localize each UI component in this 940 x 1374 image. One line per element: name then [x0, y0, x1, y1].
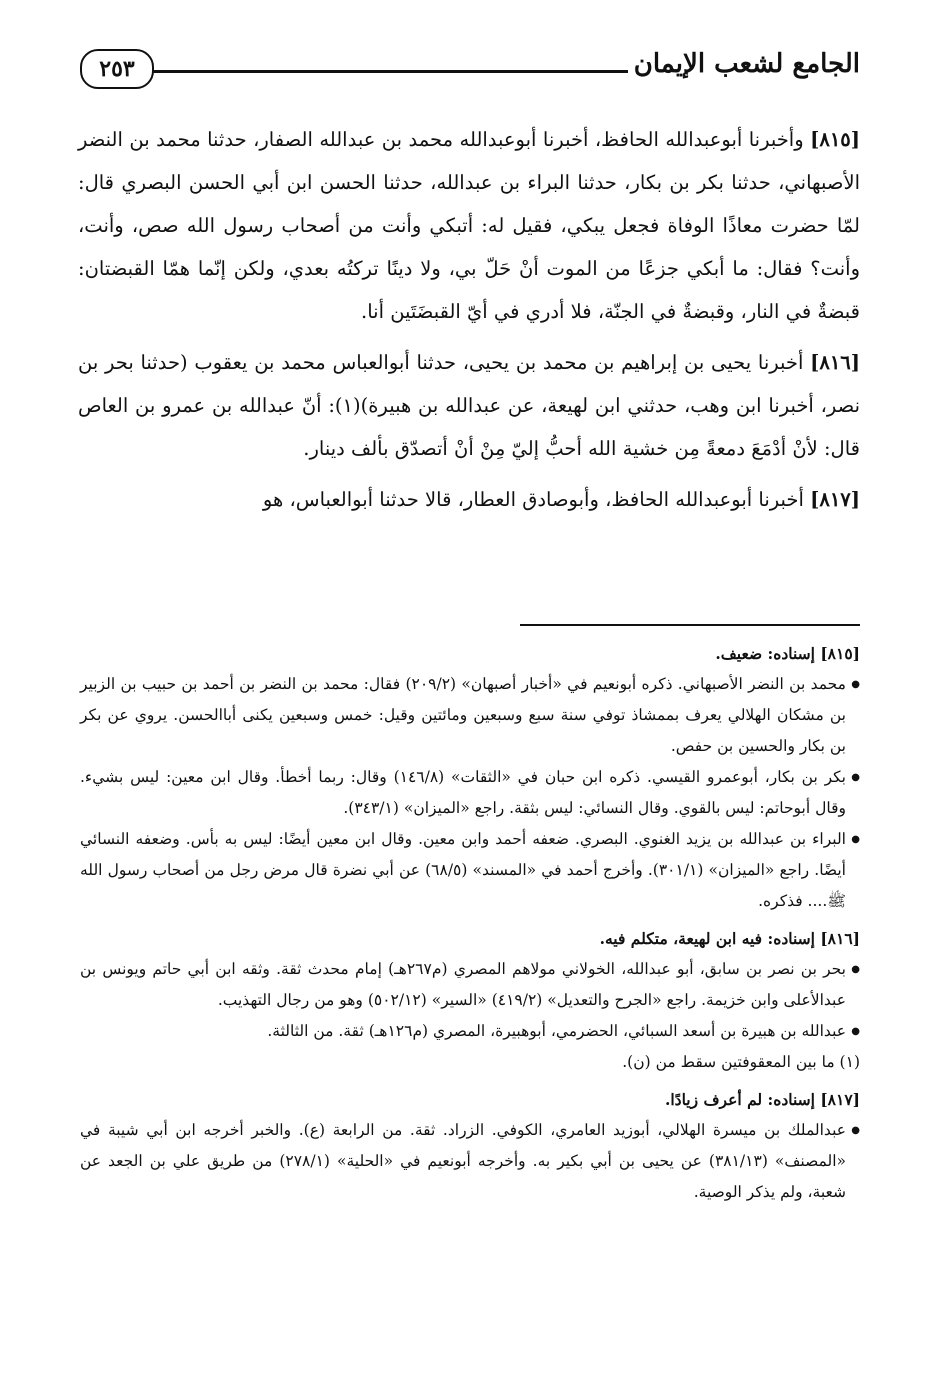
footnote-bullet: ● بحر بن نصر بن سابق، أبو عبدالله، الخولاني مولاهم المصري (م٢٦٧هـ) إمام محدث ثقة. وثقه ابن أبي حاتم ويونس بن عبدالأعلى وابن خزيمة. راجع «الجرح والتعديل» (٤١٩/٢) «السير» (٥٠٢/١٢) وهو من رجال التهذيب. — [80, 954, 860, 1016]
hadith-text: أخبرنا يحيى بن إبراهيم بن محمد بن يحيى، حدثنا أبوالعباس محمد بن يعقوب (حدثنا بحر بن نصر، أخبرنا ابن وهب، حدثني ابن لهيعة، عن عبدالله بن هبيرة)(١): أنّ عبدالله بن عمرو بن العاص قال: لأنْ أدْمَعَ دمعةً مِن خشية الله أحبُّ إليّ مِنْ أنْ أتصدّق بألف دينار. — [78, 351, 860, 460]
hadith-text: وأخبرنا أبوعبدالله الحافظ، أخبرنا أبوعبدالله محمد بن عبدالله الصفار، حدثنا محمد بن النضر الأصبهاني، حدثنا بكر بن بكار، حدثنا البراء بن عبدالله، حدثنا الحسن ابن أبي الحسن البصري قال: لمّا حضرت معاذًا الوفاة فجعل يبكي، فقيل له: أتبكي وأنت من أصحاب رسول الله صص، وأنت، وأنت؟ فقال: ما أبكي جزعًا من الموت أنْ حَلّ بي، ولا دينًا تركتُه بعدي، ولكن إنّما همّا القبضتان: قبضةٌ في النار، وقبضةٌ في الجنّة، فلا أدري في أيّ القبضَتَين أنا. — [78, 128, 860, 323]
hadith-817 — [78, 478, 860, 521]
footnote-bullet: ● البراء بن عبدالله بن يزيد الغنوي. البصري. ضعفه أحمد وابن معين. وقال ابن معين أيضًا: ليس به بأس. وضعفه النسائي أيضًا. راجع «الميزان» (٣٠١/١). وأخرج أحمد في «المسند» (٦٨/٥) عن أبي نضرة قال مرض رجل من أصحاب رسول الله ﷺ.... فذكره. — [80, 824, 860, 917]
footnote-separator — [520, 624, 860, 626]
footnote-heading-816: [٨١٦] إسناده: فيه ابن لهيعة، متكلم فيه. — [599, 929, 860, 948]
footnote-bullet: ● محمد بن النضر الأصبهاني. ذكره أبونعيم في «أخبار أصبهان» (٢٠٩/٢) فقال: محمد بن النضر بن أحمد بن حبيب بن الزبير بن مشكان الهلالي يعرف بممشاذ توفي سنة سبع وسبعين ومائتين وقيل: خمس وسبعين يكنى أباالحسن. يروي عن بكر بن بكار والحسين بن حفص. — [80, 669, 860, 762]
footnotes — [80, 638, 860, 1208]
footnote-editorial: (١) ما بين المعقوفتين سقط من (ن). — [622, 1053, 860, 1071]
running-title: الجامع لشعب الإيمان — [633, 49, 860, 79]
footnote-heading-817: [٨١٧] إسناده: لم أعرف زيادًا. — [664, 1090, 860, 1109]
page-number-badge: ٢٥٣ — [80, 49, 154, 89]
footnote-bullet: ● عبدالله بن هبيرة بن أسعد السبائي، الحضرمي، أبوهبيرة، المصري (م١٢٦هـ) ثقة. من الثالثة. — [80, 1016, 860, 1047]
hadith-text: أخبرنا أبوعبدالله الحافظ، وأبوصادق العطار، قالا حدثنا أبوالعباس، هو — [262, 488, 811, 511]
footnote-bullet: ● بكر بن بكار، أبوعمرو القيسي. ذكره ابن حبان في «الثقات» (١٤٦/٨) وقال: ربما أخطأ. وقال ابن معين: ليس بشيء. وقال أبوحاتم: ليس بالقوي. وقال النسائي: ليس بثقة. راجع «الميزان» (٣٤٣/١). — [80, 762, 860, 824]
hadith-815 — [78, 118, 860, 333]
hadith-816 — [78, 341, 860, 470]
footnote-bullet: ● عبدالملك بن ميسرة الهلالي، أبوزيد العامري، الكوفي. الزراد. ثقة. من الرابعة (ع). والخبر أخرجه ابن أبي شيبة في «المصنف» (٣٨١/١٣) عن يحيى بن أبي بكير به. وأخرجه أبونعيم في «الحلية» (٢٧٨/١) من طريق علي بن الجعد عن شعبة، ولم يذكر الوصية. — [80, 1115, 860, 1208]
hadith-number: [٨١٥] — [810, 128, 860, 151]
page-header — [80, 45, 860, 95]
header-rule — [142, 70, 628, 73]
hadith-number: [٨١٦] — [810, 351, 860, 374]
hadith-number: [٨١٧] — [810, 488, 860, 511]
main-text — [78, 118, 860, 529]
footnote-heading-815: [٨١٥] إسناده: ضعيف. — [715, 644, 860, 663]
